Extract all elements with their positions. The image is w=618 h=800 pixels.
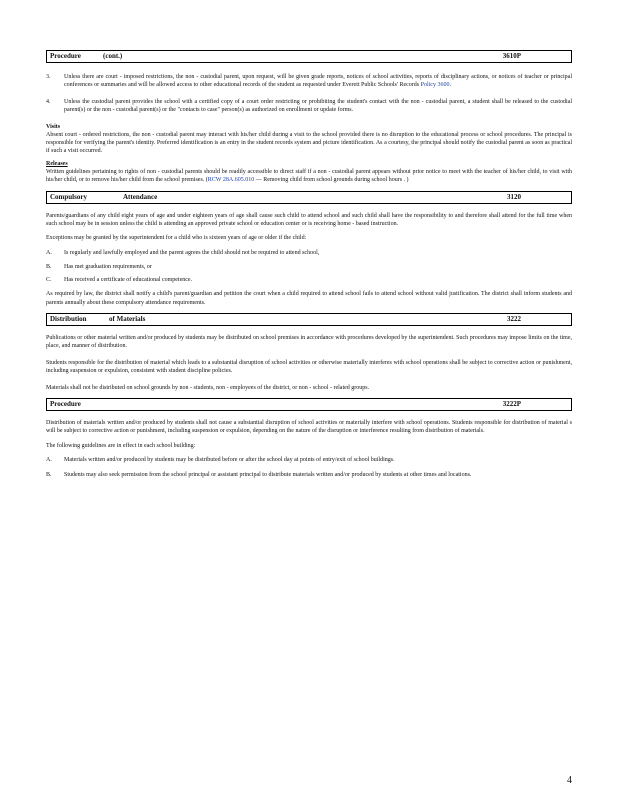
list-item: B. Has met graduation requirements, or bbox=[46, 264, 152, 271]
list-item: A. Materials written and/or produced by students may be distributed before or after the school day at points of entry/exit of school buildings. bbox=[46, 457, 395, 464]
procedure-paragraph-2: The following guidelines are in effect in each school building: bbox=[46, 442, 196, 449]
policy-link[interactable]: Policy 3600 bbox=[420, 82, 450, 89]
releases-text: Written guidelines pertaining to rights of non - custodial parents should be readily accessible to direct staff if a non - custodial parent appears without prior notice to meet with the teacher of his/her child, to visit with his/her child, or to remove his/her child from the school premises. (RCW 28A.605.010 — Removing child from school grounds during school hours . ) bbox=[46, 168, 572, 184]
visits-heading: Visits bbox=[46, 123, 61, 130]
compulsory-paragraph-3: As required by law, the district shall notify a child's parent/guardian and petition the court when a child required to attend school fails to attend school without valid justification. The district shall inform students and parents annually about these compulsory attendance requirements. bbox=[46, 291, 572, 306]
section-title: Procedure bbox=[50, 52, 81, 60]
section-header-procedure-cont bbox=[46, 50, 572, 63]
compulsory-paragraph-1: Parents/guardians of any child eight years of age and under eighteen years of age shall cause such child to attend school and such child shall have the responsibility to and therefore shall attend for the full time when such school may be in session unless the child is attending an approved private school or education center or is receiving home - based instruction. bbox=[46, 212, 572, 228]
rcw-link[interactable]: RCW 28A.605.010 bbox=[207, 177, 255, 184]
section-header-procedure: Procedure 3222P bbox=[46, 398, 572, 411]
procedure-paragraph-1: Distribution of materials written and/or produced by students shall not cause a substantial disruption of school activities or materially interfere with school operations. Students responsible for distribution of material s will be subject to corrective action or punishment, including suspension or expulsion, depending on the nature of the disruption or interference resulting from distribution of materials. bbox=[46, 419, 572, 435]
distribution-paragraph-3: Materials shall not be distributed on school grounds by non - students, non - employees of the district, or non - school - related groups. bbox=[46, 384, 370, 391]
compulsory-paragraph-2: Exceptions may be granted by the superintendent for a child who is sixteen years of age or older if the child: bbox=[46, 235, 307, 242]
section-code: 3610P bbox=[502, 52, 521, 60]
releases-heading: Releases bbox=[46, 160, 68, 167]
document-page bbox=[46, 50, 572, 479]
distribution-paragraph-1: Publications or other material written and/or produced by students may be distributed on school premises in accordance with procedures developed by the superintendent. Such procedures may impose limits on the time, place, and manner of distribution. bbox=[46, 334, 572, 350]
list-item: B. Students may also seek permission from the school principal or assistant principal to distribute materials written and/or produced by students at other times and locations. bbox=[46, 471, 472, 478]
section-header-distribution: Distribution of Materials 3222 bbox=[46, 313, 572, 326]
paragraph-4: 4. Unless the custodial parent provides the school with a certified copy of a court order restricting or prohibiting the student's contact with the non - custodial parent, a student shall be released to the custodial parent(s) or the non - custodial parent(s) or the "contacts to case" person(s) as authorized on enrollment or update forms. bbox=[46, 98, 572, 114]
visits-text: Absent court - ordered restrictions, the non - custodial parent may interact with his/her child during a visit to the school provided there is no disruption to the educational process or school procedures. The principal is responsible for verifying the parent's identity. Preferred identification is an entry in the student records system and picture identification. As a courtesy, the principal should notify the custodial parent as soon as practical if such a visit occurred. bbox=[46, 131, 572, 155]
list-item: A. Is regularly and lawfully employed and the parent agrees the child should not be required to attend school, bbox=[46, 249, 320, 256]
page-number: 4 bbox=[567, 775, 572, 786]
section-header-compulsory-attendance: Compulsory Attendance 3120 bbox=[46, 191, 572, 204]
section-subtitle: (cont.) bbox=[103, 52, 123, 60]
paragraph-3: 3. Unless there are court - imposed restrictions, the non - custodial parent, upon request, will be given grade reports, notices of school activities, reports of disciplinary actions, or notices of teacher or principal conferences or summaries and will be allowed access to other educational records of the student as requested under Everett Public Schools' Records Policy 3600. bbox=[46, 74, 572, 89]
list-item: C. Has received a certificate of educational competence. bbox=[46, 276, 193, 283]
distribution-paragraph-2: Students responsible for the distribution of material which leads to a substantial disruption of school activities or otherwise materially interferes with school operations shall be subject to corrective action or punishment, including suspension or expulsion, consistent with student discipline policies. bbox=[46, 359, 572, 375]
